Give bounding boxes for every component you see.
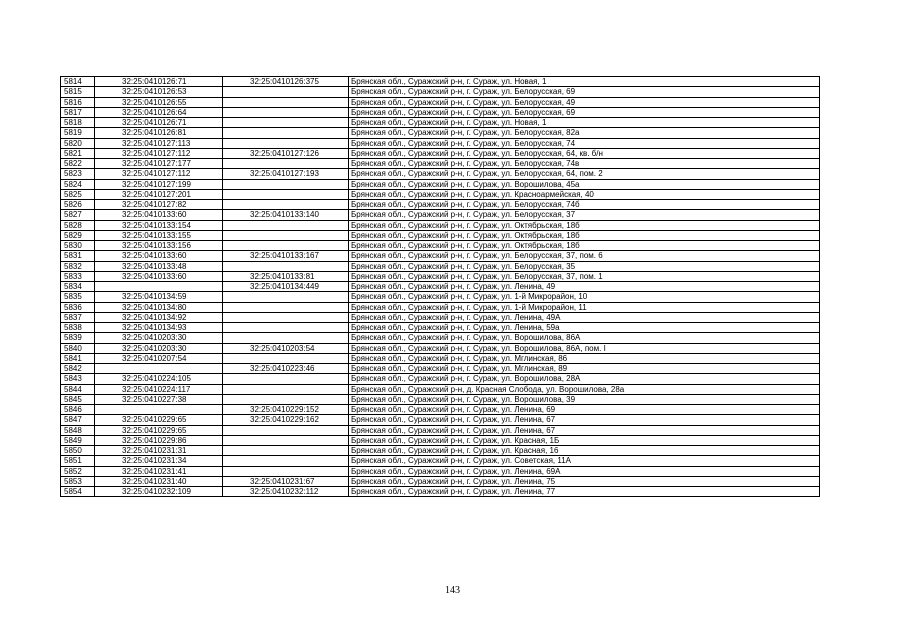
row-number-cell: 5843 (61, 374, 95, 384)
row-number-cell: 5824 (61, 179, 95, 189)
cadastral-number-cell: 32:25:0410127:112 (95, 148, 223, 158)
cadastral-number-cell: 32:25:0410127:112 (95, 169, 223, 179)
cadastral-number-cell: 32:25:0410127:201 (95, 189, 223, 199)
row-number-cell: 5823 (61, 169, 95, 179)
building-cadastral-number-cell (223, 333, 349, 343)
address-cell: Брянская обл., Суражский р-н, г. Сураж, ул. Ленина, 75 (349, 476, 820, 486)
building-cadastral-number-cell: 32:25:0410127:126 (223, 148, 349, 158)
row-number-cell: 5825 (61, 189, 95, 199)
row-number-cell: 5829 (61, 230, 95, 240)
table-row (61, 292, 820, 302)
address-cell: Брянская обл., Суражский р-н, г. Сураж, ул. Белорусская, 74б (349, 200, 820, 210)
cadastral-number-cell: 32:25:0410133:60 (95, 271, 223, 281)
cadastral-number-cell (95, 282, 223, 292)
cadastral-number-cell: 32:25:0410231:34 (95, 456, 223, 466)
building-cadastral-number-cell (223, 353, 349, 363)
cadastral-number-cell: 32:25:0410134:59 (95, 292, 223, 302)
address-cell: Брянская обл., Суражский р-н, г. Сураж, ул. Ленина, 67 (349, 425, 820, 435)
address-cell: Брянская обл., Суражский р-н, г. Сураж, ул. Ленина, 67 (349, 415, 820, 425)
table-row (61, 466, 820, 476)
building-cadastral-number-cell (223, 312, 349, 322)
building-cadastral-number-cell (223, 323, 349, 333)
table-row (61, 312, 820, 322)
cadastral-number-cell: 32:25:0410229:65 (95, 415, 223, 425)
row-number-cell: 5849 (61, 435, 95, 445)
address-cell: Брянская обл., Суражский р-н, г. Сураж, ул. Белорусская, 74в (349, 159, 820, 169)
row-number-cell: 5814 (61, 77, 95, 87)
building-cadastral-number-cell (223, 435, 349, 445)
cadastral-number-cell: 32:25:0410224:117 (95, 384, 223, 394)
cadastral-number-cell: 32:25:0410203:30 (95, 333, 223, 343)
row-number-cell: 5851 (61, 456, 95, 466)
row-number-cell: 5832 (61, 261, 95, 271)
building-cadastral-number-cell (223, 384, 349, 394)
address-cell: Брянская обл., Суражский р-н, г. Сураж, ул. Белорусская, 69 (349, 107, 820, 117)
row-number-cell: 5830 (61, 241, 95, 251)
address-cell: Брянская обл., Суражский р-н, г. Сураж, ул. Красноармейская, 40 (349, 189, 820, 199)
address-cell: Брянская обл., Суражский р-н, г. Сураж, ул. Октябрьская, 18б (349, 220, 820, 230)
building-cadastral-number-cell (223, 138, 349, 148)
row-number-cell: 5842 (61, 364, 95, 374)
address-cell: Брянская обл., Суражский р-н, г. Сураж, ул. Красная, 1Б (349, 435, 820, 445)
address-cell: Брянская обл., Суражский р-н, г. Сураж, ул. Белорусская, 35 (349, 261, 820, 271)
cadastral-number-cell: 32:25:0410133:48 (95, 261, 223, 271)
row-number-cell: 5819 (61, 128, 95, 138)
row-number-cell: 5820 (61, 138, 95, 148)
table-row (61, 107, 820, 117)
building-cadastral-number-cell (223, 230, 349, 240)
building-cadastral-number-cell (223, 220, 349, 230)
table-row (61, 405, 820, 415)
row-number-cell: 5847 (61, 415, 95, 425)
cadastral-number-cell: 32:25:0410134:80 (95, 302, 223, 312)
table-row (61, 353, 820, 363)
address-cell: Брянская обл., Суражский р-н, г. Сураж, ул. Мглинская, 89 (349, 364, 820, 374)
address-cell: Брянская обл., Суражский р-н, д. Красная Слобода, ул. Ворошилова, 28а (349, 384, 820, 394)
row-number-cell: 5836 (61, 302, 95, 312)
table-row (61, 241, 820, 251)
building-cadastral-number-cell (223, 189, 349, 199)
row-number-cell: 5845 (61, 394, 95, 404)
address-cell: Брянская обл., Суражский р-н, г. Сураж, ул. 1-й Микрорайон, 11 (349, 302, 820, 312)
table-row (61, 189, 820, 199)
table-row (61, 261, 820, 271)
cadastral-number-cell: 32:25:0410231:31 (95, 446, 223, 456)
table-row (61, 425, 820, 435)
row-number-cell: 5841 (61, 353, 95, 363)
building-cadastral-number-cell (223, 394, 349, 404)
building-cadastral-number-cell (223, 179, 349, 189)
table-row (61, 302, 820, 312)
building-cadastral-number-cell: 32:25:0410203:54 (223, 343, 349, 353)
building-cadastral-number-cell (223, 200, 349, 210)
building-cadastral-number-cell: 32:25:0410134:449 (223, 282, 349, 292)
building-cadastral-number-cell (223, 97, 349, 107)
cadastral-number-cell: 32:25:0410127:113 (95, 138, 223, 148)
row-number-cell: 5821 (61, 148, 95, 158)
row-number-cell: 5854 (61, 487, 95, 497)
row-number-cell: 5853 (61, 476, 95, 486)
table-row (61, 251, 820, 261)
address-cell: Брянская обл., Суражский р-н, г. Сураж, ул. 1-й Микрорайон, 10 (349, 292, 820, 302)
address-cell: Брянская обл., Суражский р-н, г. Сураж, ул. Ленина, 49А (349, 312, 820, 322)
building-cadastral-number-cell (223, 241, 349, 251)
table-row (61, 374, 820, 384)
cadastral-number-cell: 32:25:0410231:40 (95, 476, 223, 486)
cadastral-number-cell: 32:25:0410203:30 (95, 343, 223, 353)
cadastral-number-cell: 32:25:0410126:71 (95, 77, 223, 87)
table-row (61, 384, 820, 394)
table-row (61, 179, 820, 189)
row-number-cell: 5822 (61, 159, 95, 169)
building-cadastral-number-cell: 32:25:0410133:140 (223, 210, 349, 220)
cadastral-number-cell: 32:25:0410232:109 (95, 487, 223, 497)
table-row (61, 148, 820, 158)
table-row (61, 230, 820, 240)
cadastral-number-cell: 32:25:0410229:65 (95, 425, 223, 435)
cadastral-number-cell: 32:25:0410207:54 (95, 353, 223, 363)
cadastral-number-cell: 32:25:0410133:60 (95, 210, 223, 220)
address-cell: Брянская обл., Суражский р-н, г. Сураж, ул. Ворошилова, 86А (349, 333, 820, 343)
table-row (61, 138, 820, 148)
cadastral-number-cell: 32:25:0410227:38 (95, 394, 223, 404)
address-cell: Брянская обл., Суражский р-н, г. Сураж, ул. Белорусская, 64, пом. 2 (349, 169, 820, 179)
building-cadastral-number-cell: 32:25:0410133:81 (223, 271, 349, 281)
cadastral-number-cell: 32:25:0410126:55 (95, 97, 223, 107)
address-cell: Брянская обл., Суражский р-н, г. Сураж, ул. Мглинская, 86 (349, 353, 820, 363)
address-cell: Брянская обл., Суражский р-н, г. Сураж, ул. Красная, 16 (349, 446, 820, 456)
address-cell: Брянская обл., Суражский р-н, г. Сураж, ул. Октябрьская, 18б (349, 230, 820, 240)
table-row (61, 210, 820, 220)
building-cadastral-number-cell: 32:25:0410229:152 (223, 405, 349, 415)
cadastral-number-cell: 32:25:0410133:155 (95, 230, 223, 240)
cadastral-number-cell: 32:25:0410133:60 (95, 251, 223, 261)
address-cell: Брянская обл., Суражский р-н, г. Сураж, ул. Белорусская, 74 (349, 138, 820, 148)
building-cadastral-number-cell: 32:25:0410223:46 (223, 364, 349, 374)
cadastral-number-cell: 32:25:0410229:86 (95, 435, 223, 445)
address-cell: Брянская обл., Суражский р-н, г. Сураж, ул. Ленина, 77 (349, 487, 820, 497)
cadastral-number-cell: 32:25:0410133:156 (95, 241, 223, 251)
table-row (61, 456, 820, 466)
building-cadastral-number-cell: 32:25:0410127:193 (223, 169, 349, 179)
building-cadastral-number-cell (223, 425, 349, 435)
building-cadastral-number-cell (223, 107, 349, 117)
row-number-cell: 5816 (61, 97, 95, 107)
address-cell: Брянская обл., Суражский р-н, г. Сураж, ул. Новая, 1 (349, 77, 820, 87)
table-row (61, 118, 820, 128)
row-number-cell: 5826 (61, 200, 95, 210)
cadastral-number-cell: 32:25:0410126:71 (95, 118, 223, 128)
address-cell: Брянская обл., Суражский р-н, г. Сураж, ул. Октябрьская, 18б (349, 241, 820, 251)
cadastral-number-cell: 32:25:0410134:92 (95, 312, 223, 322)
table-row (61, 282, 820, 292)
row-number-cell: 5846 (61, 405, 95, 415)
row-number-cell: 5840 (61, 343, 95, 353)
building-cadastral-number-cell: 32:25:0410229:162 (223, 415, 349, 425)
building-cadastral-number-cell: 32:25:0410133:167 (223, 251, 349, 261)
cadastral-number-cell: 32:25:0410134:93 (95, 323, 223, 333)
building-cadastral-number-cell: 32:25:0410126:375 (223, 77, 349, 87)
cadastral-number-cell: 32:25:0410127:177 (95, 159, 223, 169)
row-number-cell: 5852 (61, 466, 95, 476)
address-cell: Брянская обл., Суражский р-н, г. Сураж, ул. Ворошилова, 39 (349, 394, 820, 404)
cadastral-number-cell: 32:25:0410127:82 (95, 200, 223, 210)
row-number-cell: 5839 (61, 333, 95, 343)
address-cell: Брянская обл., Суражский р-н, г. Сураж, ул. Ворошилова, 28А (349, 374, 820, 384)
table-row (61, 343, 820, 353)
address-cell: Брянская обл., Суражский р-н, г. Сураж, ул. Ленина, 69 (349, 405, 820, 415)
building-cadastral-number-cell (223, 302, 349, 312)
building-cadastral-number-cell (223, 456, 349, 466)
cadastral-number-cell: 32:25:0410133:154 (95, 220, 223, 230)
table-row (61, 415, 820, 425)
address-cell: Брянская обл., Суражский р-н, г. Сураж, ул. Белорусская, 69 (349, 87, 820, 97)
building-cadastral-number-cell (223, 374, 349, 384)
table-row (61, 159, 820, 169)
table-row (61, 77, 820, 87)
address-cell: Брянская обл., Суражский р-н, г. Сураж, ул. Ленина, 69А (349, 466, 820, 476)
table-row (61, 323, 820, 333)
address-cell: Брянская обл., Суражский р-н, г. Сураж, ул. Белорусская, 82а (349, 128, 820, 138)
property-table (60, 76, 820, 497)
row-number-cell: 5835 (61, 292, 95, 302)
address-cell: Брянская обл., Суражский р-н, г. Сураж, ул. Белорусская, 37 (349, 210, 820, 220)
row-number-cell: 5827 (61, 210, 95, 220)
table-row (61, 200, 820, 210)
row-number-cell: 5815 (61, 87, 95, 97)
table-row (61, 271, 820, 281)
address-cell: Брянская обл., Суражский р-н, г. Сураж, ул. Ворошилова, 45а (349, 179, 820, 189)
row-number-cell: 5833 (61, 271, 95, 281)
table-body (61, 77, 820, 497)
page-number: 143 (445, 585, 460, 596)
cadastral-number-cell: 32:25:0410126:53 (95, 87, 223, 97)
table-row (61, 394, 820, 404)
cadastral-number-cell: 32:25:0410224:105 (95, 374, 223, 384)
row-number-cell: 5850 (61, 446, 95, 456)
table-row (61, 169, 820, 179)
address-cell: Брянская обл., Суражский р-н, г. Сураж, ул. Белорусская, 37, пом. 6 (349, 251, 820, 261)
table-row (61, 446, 820, 456)
row-number-cell: 5848 (61, 425, 95, 435)
address-cell: Брянская обл., Суражский р-н, г. Сураж, ул. Белорусская, 49 (349, 97, 820, 107)
address-cell: Брянская обл., Суражский р-н, г. Сураж, ул. Ленина, 59а (349, 323, 820, 333)
table-row (61, 476, 820, 486)
building-cadastral-number-cell (223, 159, 349, 169)
building-cadastral-number-cell (223, 292, 349, 302)
building-cadastral-number-cell (223, 118, 349, 128)
table-row (61, 128, 820, 138)
address-cell: Брянская обл., Суражский р-н, г. Сураж, ул. Ворошилова, 86А, пом. I (349, 343, 820, 353)
address-cell: Брянская обл., Суражский р-н, г. Сураж, ул. Советская, 11А (349, 456, 820, 466)
cadastral-number-cell: 32:25:0410126:64 (95, 107, 223, 117)
cadastral-number-cell (95, 405, 223, 415)
address-cell: Брянская обл., Суражский р-н, г. Сураж, ул. Новая, 1 (349, 118, 820, 128)
row-number-cell: 5844 (61, 384, 95, 394)
row-number-cell: 5831 (61, 251, 95, 261)
table-row (61, 487, 820, 497)
row-number-cell: 5828 (61, 220, 95, 230)
address-cell: Брянская обл., Суражский р-н, г. Сураж, ул. Белорусская, 64, кв. б/н (349, 148, 820, 158)
cadastral-number-cell: 32:25:0410231:41 (95, 466, 223, 476)
building-cadastral-number-cell (223, 87, 349, 97)
cadastral-number-cell: 32:25:0410127:199 (95, 179, 223, 189)
row-number-cell: 5818 (61, 118, 95, 128)
table-row (61, 364, 820, 374)
row-number-cell: 5838 (61, 323, 95, 333)
building-cadastral-number-cell: 32:25:0410232:112 (223, 487, 349, 497)
building-cadastral-number-cell (223, 466, 349, 476)
cadastral-number-cell: 32:25:0410126:81 (95, 128, 223, 138)
row-number-cell: 5837 (61, 312, 95, 322)
building-cadastral-number-cell (223, 128, 349, 138)
table-row (61, 220, 820, 230)
table-row (61, 333, 820, 343)
row-number-cell: 5817 (61, 107, 95, 117)
address-cell: Брянская обл., Суражский р-н, г. Сураж, ул. Белорусская, 37, пом. 1 (349, 271, 820, 281)
row-number-cell: 5834 (61, 282, 95, 292)
building-cadastral-number-cell (223, 446, 349, 456)
building-cadastral-number-cell: 32:25:0410231:67 (223, 476, 349, 486)
cadastral-number-cell (95, 364, 223, 374)
table-row (61, 97, 820, 107)
table-row (61, 87, 820, 97)
address-cell: Брянская обл., Суражский р-н, г. Сураж, ул. Ленина, 49 (349, 282, 820, 292)
table-row (61, 435, 820, 445)
building-cadastral-number-cell (223, 261, 349, 271)
